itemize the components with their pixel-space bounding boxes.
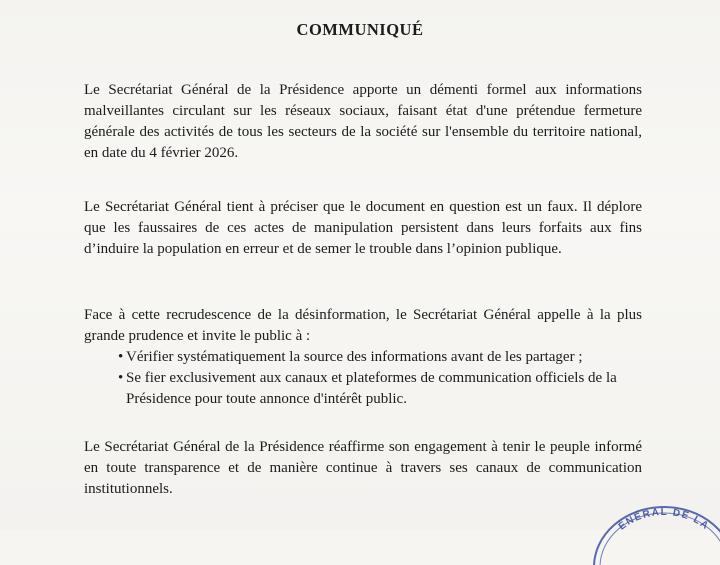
paragraph-appeal: Face à cette recrudescence de la désinformation, le Secrétariat Général appelle à la plus grande prudence et invite le public à : (84, 307, 642, 344)
recommendation-list (118, 347, 642, 410)
paragraph-commitment: Le Secrétariat Général de la Présidence réaffirme son engagement à tenir le peuple informé en toute transparence et de manière continue à travers ses canaux de communication institutionnels. (84, 439, 642, 497)
paragraph-denial: Le Secrétariat Général de la Présidence apporte un démenti formel aux informations malveillantes circulant sur les réseaux sociaux, faisant état d'une prétendue fermeture générale des activités de tous les secteurs de la société sur l'ensemble du territoire national, en date du 4 février 2026. (84, 82, 642, 161)
stamp-text: ÉNÉRAL DE LA (616, 506, 712, 533)
list-item: • Se fier exclusivement aux canaux et plateformes de communication officiels de la Présidence pour toute annonce d'intérêt public. (118, 368, 642, 410)
svg-text:ÉNÉRAL DE LA (616, 507, 712, 532)
paragraph-forgery: Le Secrétariat Général tient à préciser que le document en question est un faux. Il déplore que les faussaires de ces actes de manipulation persistent dans leurs forfaits aux fins d’induire la population en erreur et de semer le trouble dans l’opinion publique. (84, 199, 642, 257)
official-stamp (584, 505, 720, 565)
list-item: • Vérifier systématiquement la source des informations avant de les partager ; (118, 347, 642, 368)
document-title: COMMUNIQUÉ (296, 20, 424, 39)
